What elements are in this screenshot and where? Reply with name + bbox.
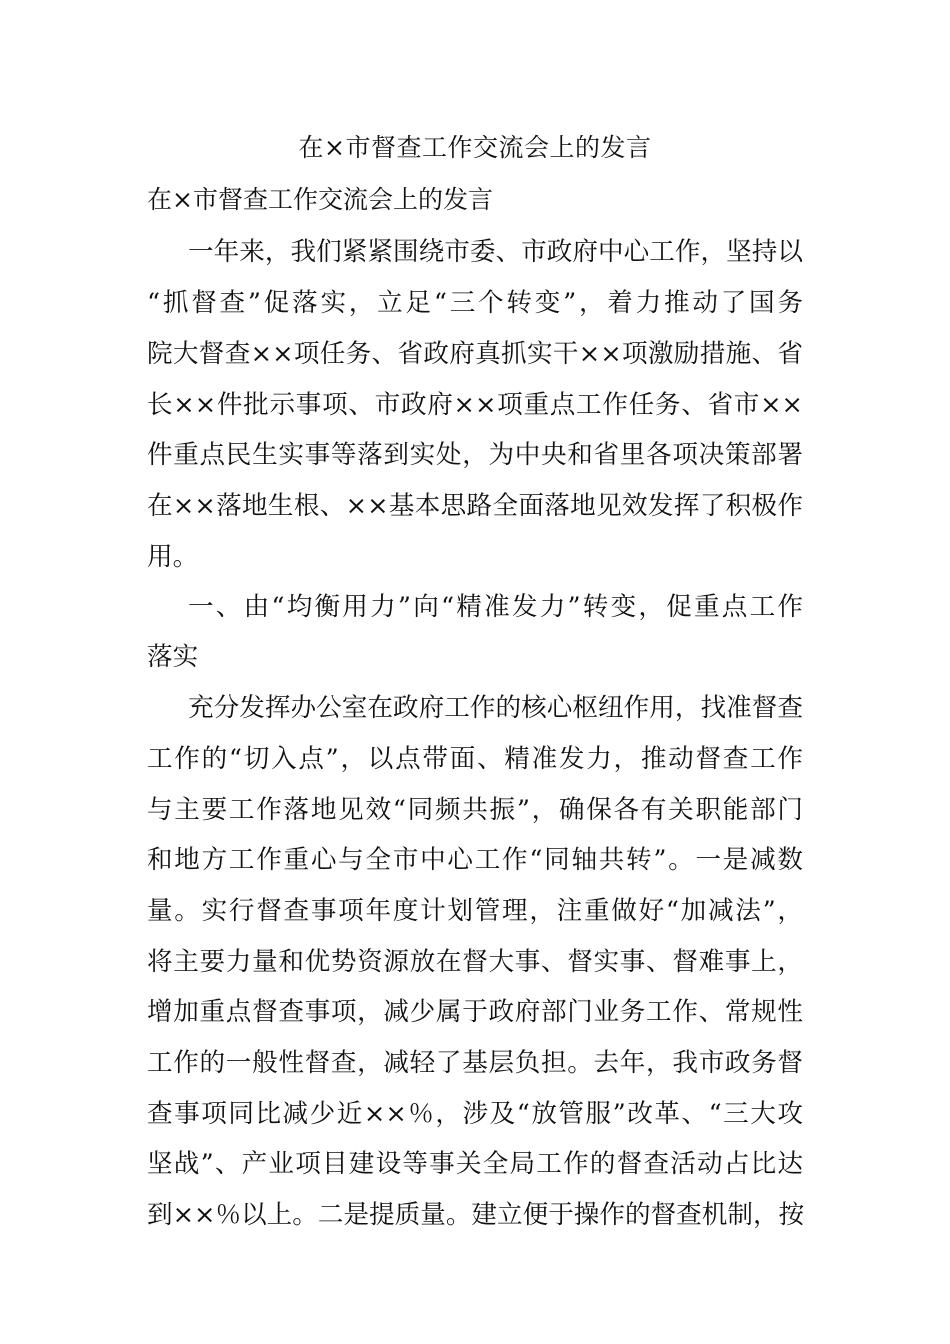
paragraph-2-line: 到××％以上。二是提质量。建立便于操作的督查机制，按 xyxy=(147,1200,805,1230)
document-subtitle: 在×市督查工作交流会上的发言 xyxy=(147,185,493,214)
paragraph-2-line: 工作的“切入点”，以点带面、精准发力，推动督查工作 xyxy=(147,744,803,774)
paragraph-1-line: 件重点民生实事等落到实处，为中央和省里各项决策部署 xyxy=(147,440,803,470)
paragraph-2-line: 将主要力量和优势资源放在督大事、督实事、督难事上， xyxy=(147,947,803,977)
paragraph-2-line: 增加重点督查事项，减少属于政府部门业务工作、常规性 xyxy=(147,997,803,1027)
paragraph-1-line: 在××落地生根、××基本思路全面落地见效发挥了积极作 xyxy=(147,491,803,521)
paragraph-1-line: 院大督查××项任务、省政府真抓实干××项激励措施、省 xyxy=(147,339,803,369)
section-heading-line: 一、由“均衡用力”向“精准发力”转变，促重点工作 xyxy=(188,592,803,622)
section-heading-line: 落实 xyxy=(147,642,199,672)
paragraph-2-line: 量。实行督查事项年度计划管理，注重做好“加减法”， xyxy=(147,896,803,926)
paragraph-2-line: 充分发挥办公室在政府工作的核心枢纽作用，找准督查 xyxy=(188,693,803,723)
paragraph-2-line: 工作的一般性督查，减轻了基层负担。去年，我市政务督 xyxy=(147,1048,803,1078)
paragraph-2-line: 查事项同比减少近××％，涉及“放管服”改革、“三大攻 xyxy=(147,1099,803,1129)
paragraph-1-line: 长××件批示事项、市政府××项重点工作任务、省市×× xyxy=(147,390,803,420)
paragraph-1-line: “抓督查”促落实，立足“三个转变”，着力推动了国务 xyxy=(147,288,803,318)
document-title: 在×市督查工作交流会上的发言 xyxy=(298,133,652,162)
paragraph-2-line: 与主要工作落地见效“同频共振”，确保各有关职能部门 xyxy=(147,795,803,825)
paragraph-2-line: 坚战”、产业项目建设等事关全局工作的督查活动占比达 xyxy=(147,1149,803,1179)
paragraph-1-line: 用。 xyxy=(147,542,199,572)
paragraph-1-line: 一年来，我们紧紧围绕市委、市政府中心工作，坚持以 xyxy=(188,237,803,267)
paragraph-2-line: 和地方工作重心与全市中心工作“同轴共转”。一是减数 xyxy=(147,845,803,875)
